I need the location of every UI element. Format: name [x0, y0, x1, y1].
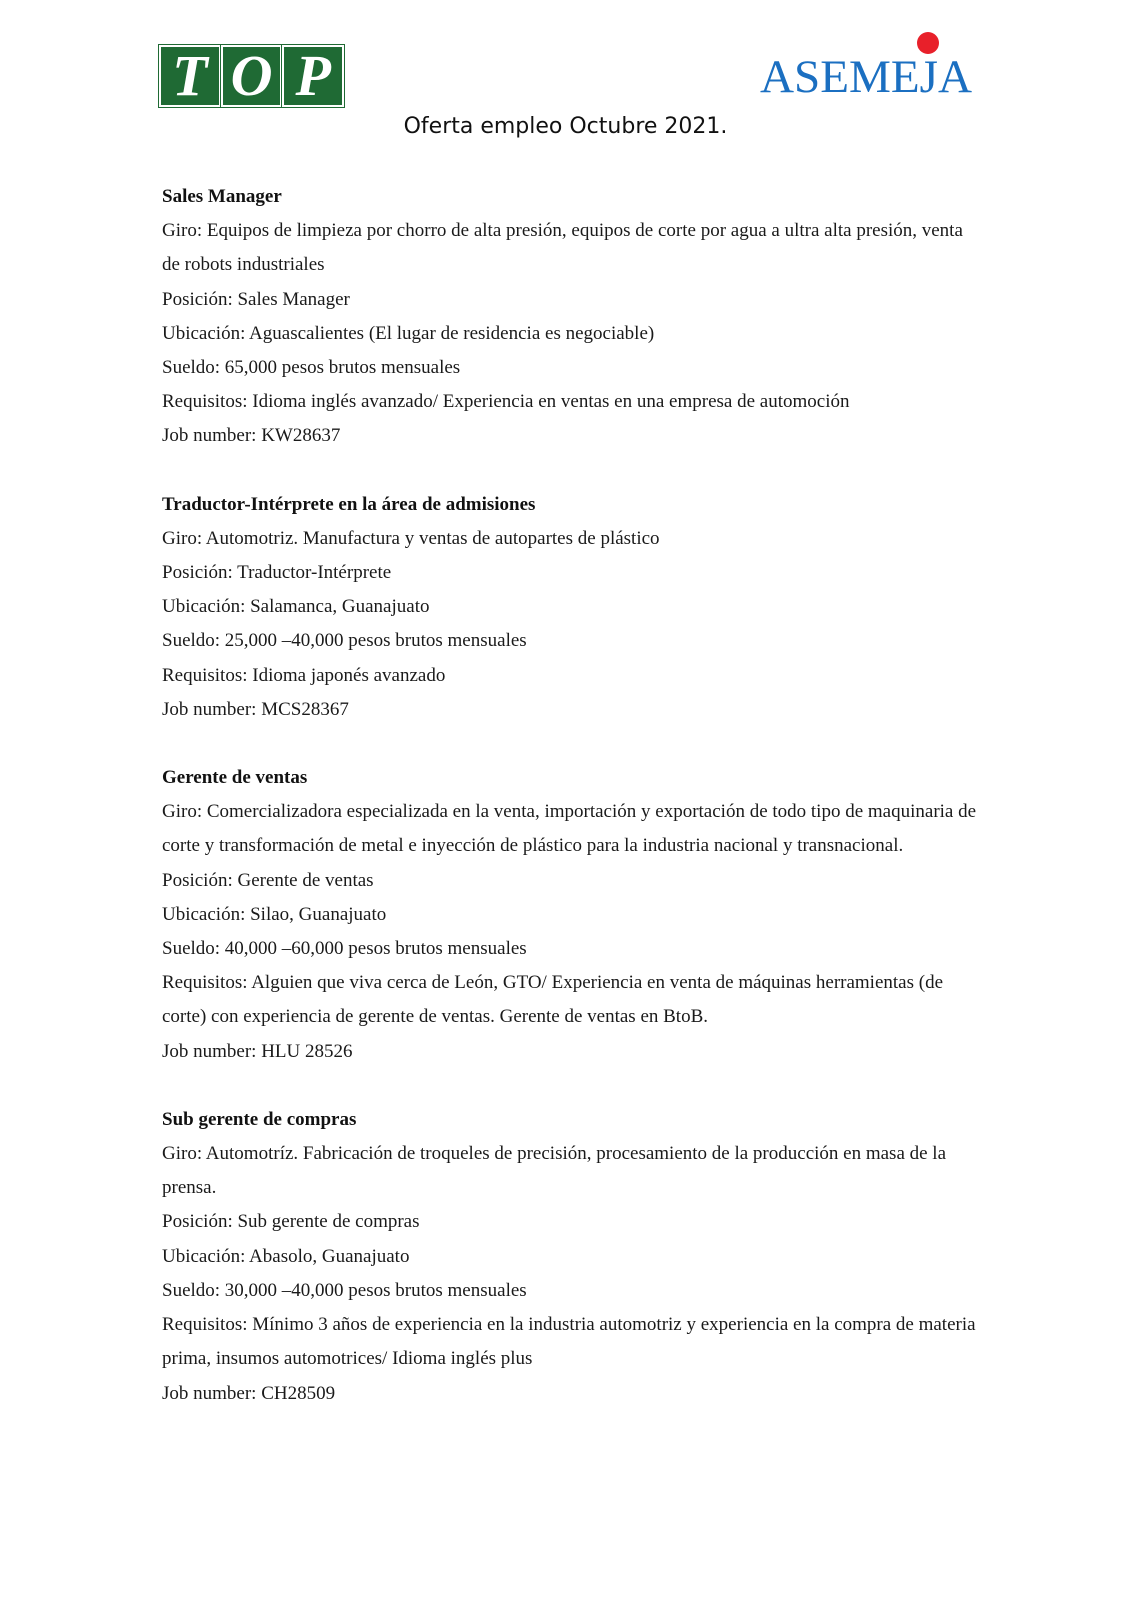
job-posicion: Posición: Traductor-Intérprete — [162, 562, 392, 584]
job-listing — [162, 180, 982, 454]
asemeja-logo-text: ASEMEJA — [760, 51, 973, 103]
job-listing — [162, 488, 982, 727]
job-listing — [162, 761, 982, 1069]
job-ubicacion: Ubicación: Salamanca, Guanajuato — [162, 596, 430, 618]
job-number: Job number: KW28637 — [162, 425, 341, 447]
job-title: Traductor-Intérprete en la área de admisiones — [162, 493, 536, 515]
job-giro: Giro: Equipos de limpieza por chorro de alta presión, equipos de corte por agua a ultra alta presión, venta de robots industriales — [162, 220, 963, 276]
job-number: Job number: CH28509 — [162, 1382, 336, 1404]
job-requisitos: Requisitos: Idioma japonés avanzado — [162, 664, 446, 686]
top-logo — [159, 45, 344, 107]
job-posicion: Posición: Gerente de ventas — [162, 869, 374, 891]
job-requisitos: Requisitos: Idioma inglés avanzado/ Experiencia en ventas en una empresa de automoción — [162, 391, 850, 413]
job-title: Sub gerente de compras — [162, 1108, 357, 1130]
job-posicion: Posición: Sales Manager — [162, 288, 350, 310]
top-logo-letter-p: P — [282, 45, 344, 107]
job-sueldo: Sueldo: 65,000 pesos brutos mensuales — [162, 357, 461, 379]
job-ubicacion: Ubicación: Abasolo, Guanajuato — [162, 1245, 410, 1267]
job-giro: Giro: Comercializadora especializada en la venta, importación y exportación de todo tipo de maquinaria de corte y transformación de metal e inyección de plástico para la industria nacional y transnacional. — [162, 801, 977, 857]
job-ubicacion: Ubicación: Aguascalientes (El lugar de residencia es negociable) — [162, 322, 655, 344]
job-listing — [162, 1103, 982, 1411]
job-requisitos: Requisitos: Alguien que viva cerca de León, GTO/ Experiencia en venta de máquinas herramientas (de corte) con experiencia de gerente de ventas. Gerente de ventas en BtoB. — [162, 972, 944, 1028]
job-title: Sales Manager — [162, 186, 282, 207]
job-posicion: Posición: Sub gerente de compras — [162, 1211, 420, 1233]
document-title: Oferta empleo Octubre 2021. — [403, 114, 728, 139]
asemeja-logo — [760, 30, 975, 110]
job-title: Gerente de ventas — [162, 767, 308, 789]
job-giro: Giro: Automotríz. Fabricación de troqueles de precisión, procesamiento de la producción en masa de la prensa. — [162, 1143, 947, 1199]
job-sueldo: Sueldo: 25,000 –40,000 pesos brutos mensuales — [162, 630, 527, 652]
job-ubicacion: Ubicación: Silao, Guanajuato — [162, 903, 387, 925]
job-number: Job number: HLU 28526 — [162, 1040, 353, 1062]
job-number: Job number: MCS28367 — [162, 698, 349, 720]
job-sueldo: Sueldo: 30,000 –40,000 pesos brutos mensuales — [162, 1279, 527, 1301]
job-sueldo: Sueldo: 40,000 –60,000 pesos brutos mensuales — [162, 938, 527, 960]
job-listings — [162, 180, 982, 1445]
top-logo-letter-t: T — [159, 45, 221, 107]
job-giro: Giro: Automotriz. Manufactura y ventas de autopartes de plástico — [162, 527, 660, 549]
job-requisitos: Requisitos: Mínimo 3 años de experiencia en la industria automotriz y experiencia en la compra de materia prima, insumos automotrices/ Idioma inglés plus — [162, 1314, 976, 1370]
top-logo-letter-o: O — [221, 45, 283, 107]
